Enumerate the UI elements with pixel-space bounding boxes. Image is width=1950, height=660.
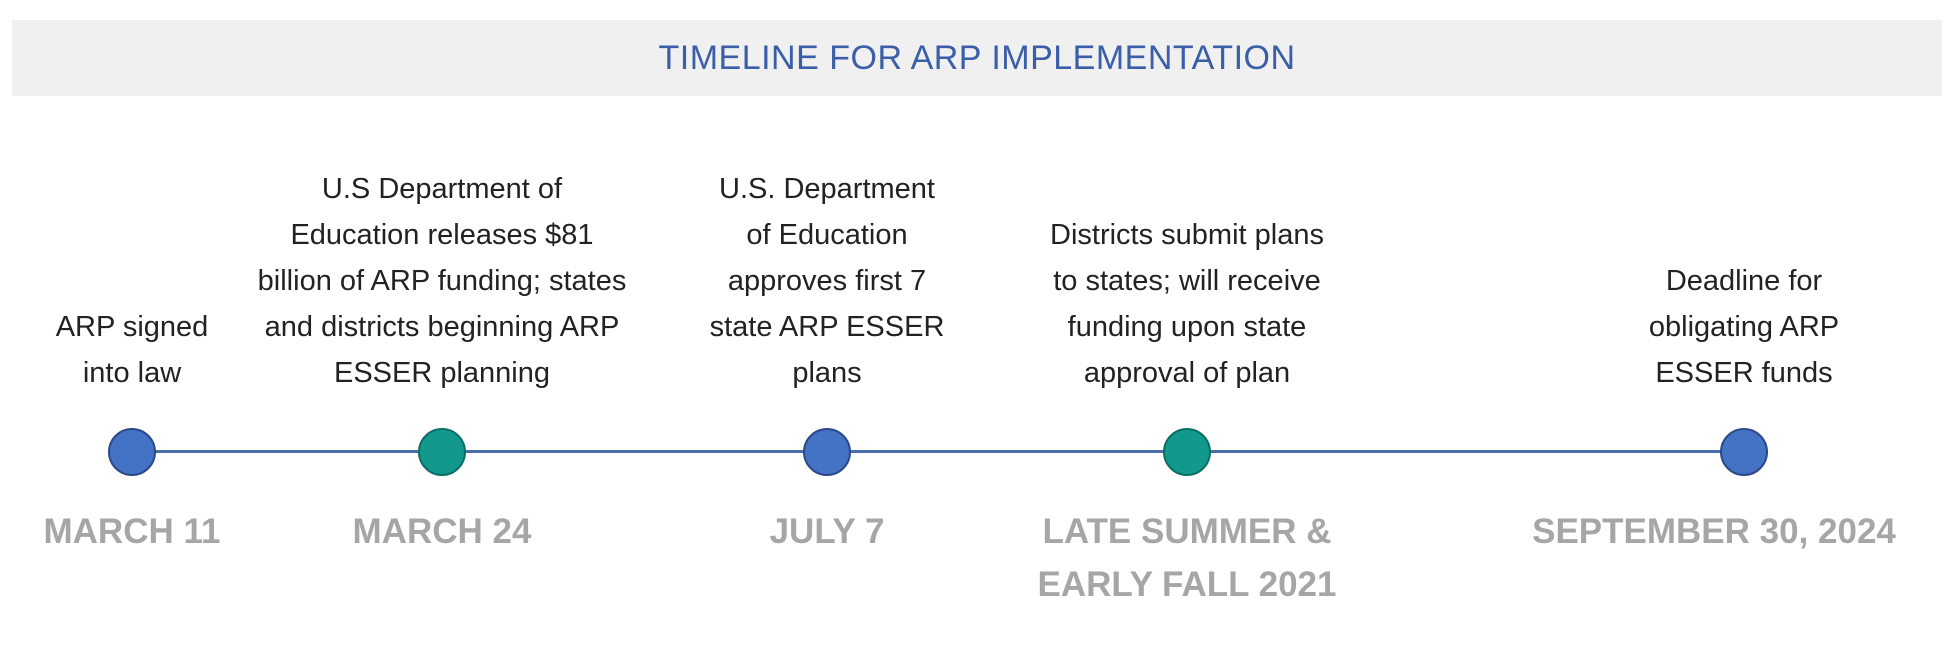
timeline-dot <box>108 428 156 476</box>
event-description <box>1534 258 1950 396</box>
event-description <box>977 212 1397 396</box>
event-description-line: Districts submit plans <box>1050 219 1324 251</box>
timeline-dot <box>803 428 851 476</box>
event-description-line: billion of ARP funding; states <box>257 265 627 297</box>
event-description-line: U.S Department of <box>321 173 563 205</box>
event-description <box>232 166 652 396</box>
event-description-line: and districts beginning ARP <box>264 311 620 343</box>
page-title: TIMELINE FOR ARP IMPLEMENTATION <box>658 38 1296 77</box>
event-description-line: plans <box>792 357 862 389</box>
event-description-line: to states; will receive <box>1053 265 1321 297</box>
event-date <box>927 505 1447 611</box>
event-description-line: ESSER funds <box>1655 357 1833 389</box>
event-description-line: approval of plan <box>1083 357 1291 389</box>
timeline-dot <box>1720 428 1768 476</box>
event-date-line: EARLY FALL 2021 <box>1037 565 1337 604</box>
event-date-line: MARCH 24 <box>352 512 532 551</box>
event-description-line: ARP signed <box>55 311 209 343</box>
event-date-line: LATE SUMMER & <box>1042 512 1332 551</box>
event-description-line: of Education <box>746 219 908 251</box>
event-description-line: obligating ARP <box>1648 311 1840 343</box>
timeline-line <box>132 450 1744 453</box>
event-date-line: JULY 7 <box>769 512 885 551</box>
timeline-dot <box>1163 428 1211 476</box>
event-description-line: approves first 7 <box>727 265 927 297</box>
event-date-line: MARCH 11 <box>43 512 221 551</box>
title-bar <box>12 20 1942 96</box>
event-date <box>1454 505 1950 558</box>
event-description-line: Deadline for <box>1665 265 1823 297</box>
event-description-line: U.S. Department <box>719 173 935 205</box>
event-date-line: SEPTEMBER 30, 2024 <box>1532 512 1896 551</box>
event-description-line: into law <box>82 357 182 389</box>
event-description <box>617 166 1037 396</box>
event-description-line: state ARP ESSER <box>709 311 945 343</box>
event-description-line: funding upon state <box>1067 311 1307 343</box>
event-description-line: Education releases $81 <box>290 219 594 251</box>
timeline-dot <box>418 428 466 476</box>
event-description-line: ESSER planning <box>333 357 551 389</box>
